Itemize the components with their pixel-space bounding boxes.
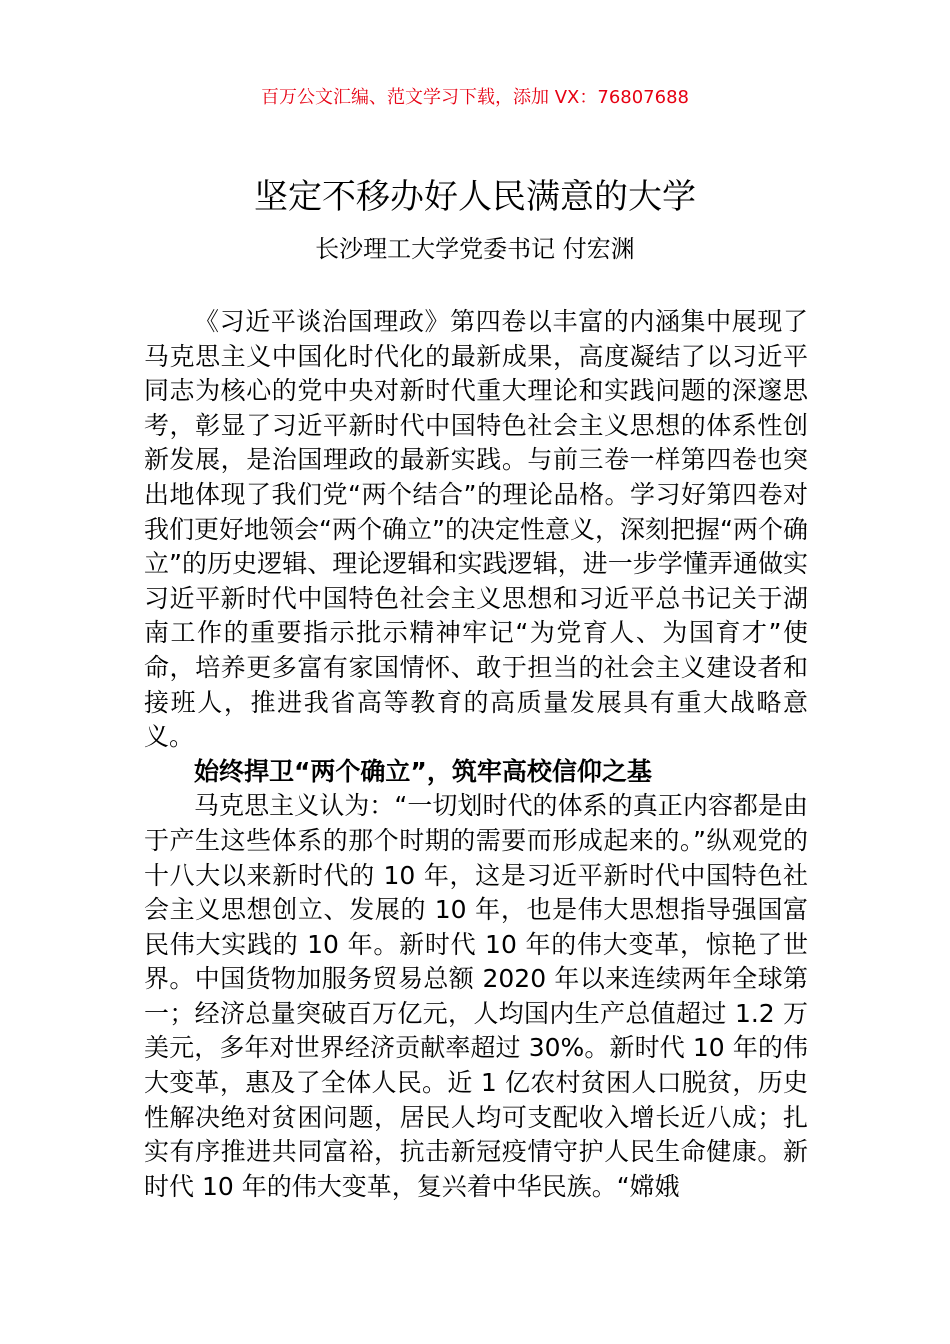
document-title: 坚定不移办好人民满意的大学 bbox=[254, 177, 696, 217]
document-author: 长沙理工大学党委书记 付宏渊 bbox=[315, 235, 635, 263]
body-paragraph: 《习近平谈治国理政》第四卷以丰富的内涵集中展现了马克思主义中国化时代化的最新成果，高度凝结了以习近平同志为核心的党中央对新时代重大理论和实践问题的深邃思考，彰显了习近平新时代中国特色社会主义思想的体系性创新发展，是治国理政的最新实践。与前三卷一样第四卷也突出地体现了我们党“两个结合”的理论品格。学习好第四卷对我们更好地领会“两个确立”的决定性意义，深刻把握“两个确立”的历史逻辑、理论逻辑和实践逻辑，进一步学懂弄通做实习近平新时代中国特色社会主义思想和习近平总书记关于湖南工作的重要指示批示精神牢记“为党育人、为国育才”使命，培养更多富有家国情怀、敢于担当的社会主义建设者和接班人，推进我省高等教育的高质量发展具有重大战略意义。 bbox=[144, 307, 808, 752]
section-heading: 始终捍卫“两个确立”，筑牢高校信仰之基 bbox=[194, 756, 652, 786]
document-body bbox=[144, 305, 808, 1204]
header-note: 百万公文汇编、范文学习下载，添加 VX：76807688 bbox=[261, 87, 689, 108]
body-paragraph: 马克思主义认为：“一切划时代的体系的真正内容都是由于产生这些体系的那个时期的需要而形成起来的。”纵观党的十八大以来新时代的 10 年，这是习近平新时代中国特色社会主义思想创立、发展的 10 年，也是伟大思想指导强国富民伟大实践的 10 年。新时代 10 年的伟大变革，惊艳了世界。中国货物加服务贸易总额 2020 年以来连续两年全球第一；经济总量突破百万亿元，人均国内生产总值超过 1.2 万美元，多年对世界经济贡献率超过 30%。新时代 10 年的伟大变革，惠及了全体人民。近 1 亿农村贫困人口脱贫，历史性解决绝对贫困问题，居民人均可支配收入增长近八成；扎实有序推进共同富裕，抗击新冠疫情守护人民生命健康。新时代 10 年的伟大变革，复兴着中华民族。“嫦娥 bbox=[144, 791, 808, 1201]
